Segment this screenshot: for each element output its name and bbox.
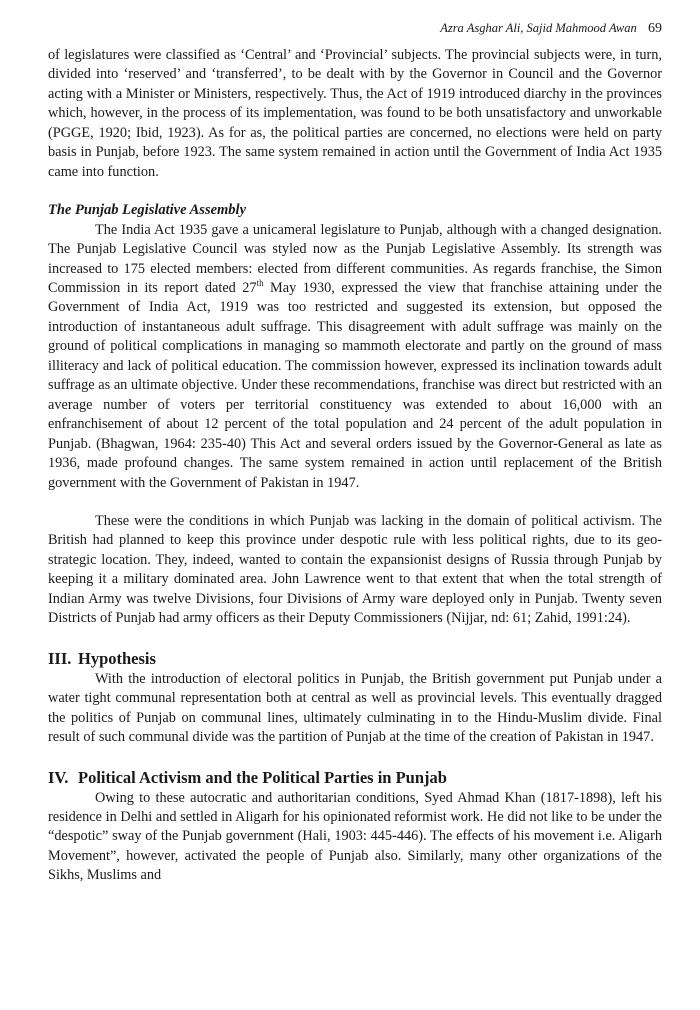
subheading-punjab-legislative-assembly: The Punjab Legislative Assembly — [48, 202, 247, 219]
paragraph-india-act-1935 — [48, 221, 662, 493]
page-number: 69 — [648, 21, 662, 36]
ordinal-suffix: th — [256, 277, 264, 288]
section-heading-hypothesis — [48, 648, 662, 670]
section-number: IV. — [48, 767, 69, 787]
paragraph-india-act-1935-part1: The India Act 1935 gave a unicameral legislature to Punjab, although with a changed designation. The Punjab Legislative Council was styled now as the Punjab Legislative Assembly. Its strength was increased to 175 elected members: elected from different communities. As regards franchise, the Simon Commission in its report dated 27 — [48, 221, 662, 296]
header-authors: Azra Asghar Ali, Sajid Mahmood Awan — [440, 21, 637, 35]
section-title: Hypothesis — [78, 648, 156, 668]
section-heading-political-activism — [48, 767, 662, 789]
running-header — [48, 18, 662, 39]
paragraph-legislatures: of legislatures were classified as ‘Central’ and ‘Provincial’ subjects. The provincial subjects were, in turn, divided into ‘reserved’ and ‘transferred’, to be dealt with by the Governor in Council and the Governor acting with a Minister or Ministers, respectively. Thus, the Act of 1919 introduced diarchy in the provinces which, however, in the process of its implementation, was found to be both unsatisfactory and unworkable (PGGE, 1920; Ibid, 1923). As for as, the political parties are concerned, no elections were held on party basis in Punjab, before 1923. The same system remained in action until the Government of India Act 1935 came into function. — [48, 47, 662, 180]
paragraph-syed-ahmad-khan: Owing to these autocratic and authoritarian conditions, Syed Ahmad Khan (1817-1898), left his residence in Delhi and settled in Aligarh for his opinionated reformist work. He did not like to be under the “despotic” sway of the Punjab government (Hali, 1903: 445-446). The effects of his movement i.e. Aligarh Movement”, however, activated the people of Punjab also. Similarly, many other organizations of the Sikhs, Muslims and — [48, 789, 662, 884]
article-body — [48, 46, 662, 886]
section-number: III. — [48, 648, 72, 668]
paragraph-india-act-1935-part2: May 1930, expressed the view that franchise attaining under the Government of India Act, 1919 was too restricted and suggested its extension, but opposed the introduction of instantaneous adult suffrage. This disagreement with adult suffrage was mainly on the ground of political complications in managing so mammoth electorate and partly on the ground of mass illiteracy and lack of political education. The commission however, expressed its inclination towards adult suffrage as an ultimate objective. Under these recommendations, franchise was direct but restricted with an average number of voters per territorial constituency was extended to about 16,000 with an enfranchisement of about 12 percent of the total population and 24 percent of the adult population in Punjab. (Bhagwan, 1964: 235-40) This Act and several orders issued by the Governor-General as late as 1936, made profound changes. The same system remained in action until replacement of the British government with the Government of Pakistan in 1947. — [48, 279, 662, 491]
paragraph-political-activism-conditions: These were the conditions in which Punjab was lacking in the domain of political activism. The British had planned to keep this province under despotic rule with less political rights, due to its geo-strategic location. They, indeed, wanted to contain the expansionist designs of Russia through Punjab by keeping it a military dominated area. John Lawrence went to that extent that when the total strength of Indian Army was twelve Divisions, four Divisions of Army ware deployed only in Punjab. Twenty seven Districts of Punjab had army officers as their Deputy Commissioners (Nijjar, nd: 61; Zahid, 1991:24). — [48, 512, 662, 627]
paragraph-hypothesis: With the introduction of electoral politics in Punjab, the British government put Punjab under a water tight communal representation both at central as well as provincial levels. This eventually dragged the politics of Punjab on communal lines, ultimately culminating in to the Hindu-Muslim divide. Final result of such communal divide was the partition of Punjab at the time of the creation of Pakistan in 1947. — [48, 670, 662, 746]
section-title: Political Activism and the Political Parties in Punjab — [78, 767, 447, 787]
